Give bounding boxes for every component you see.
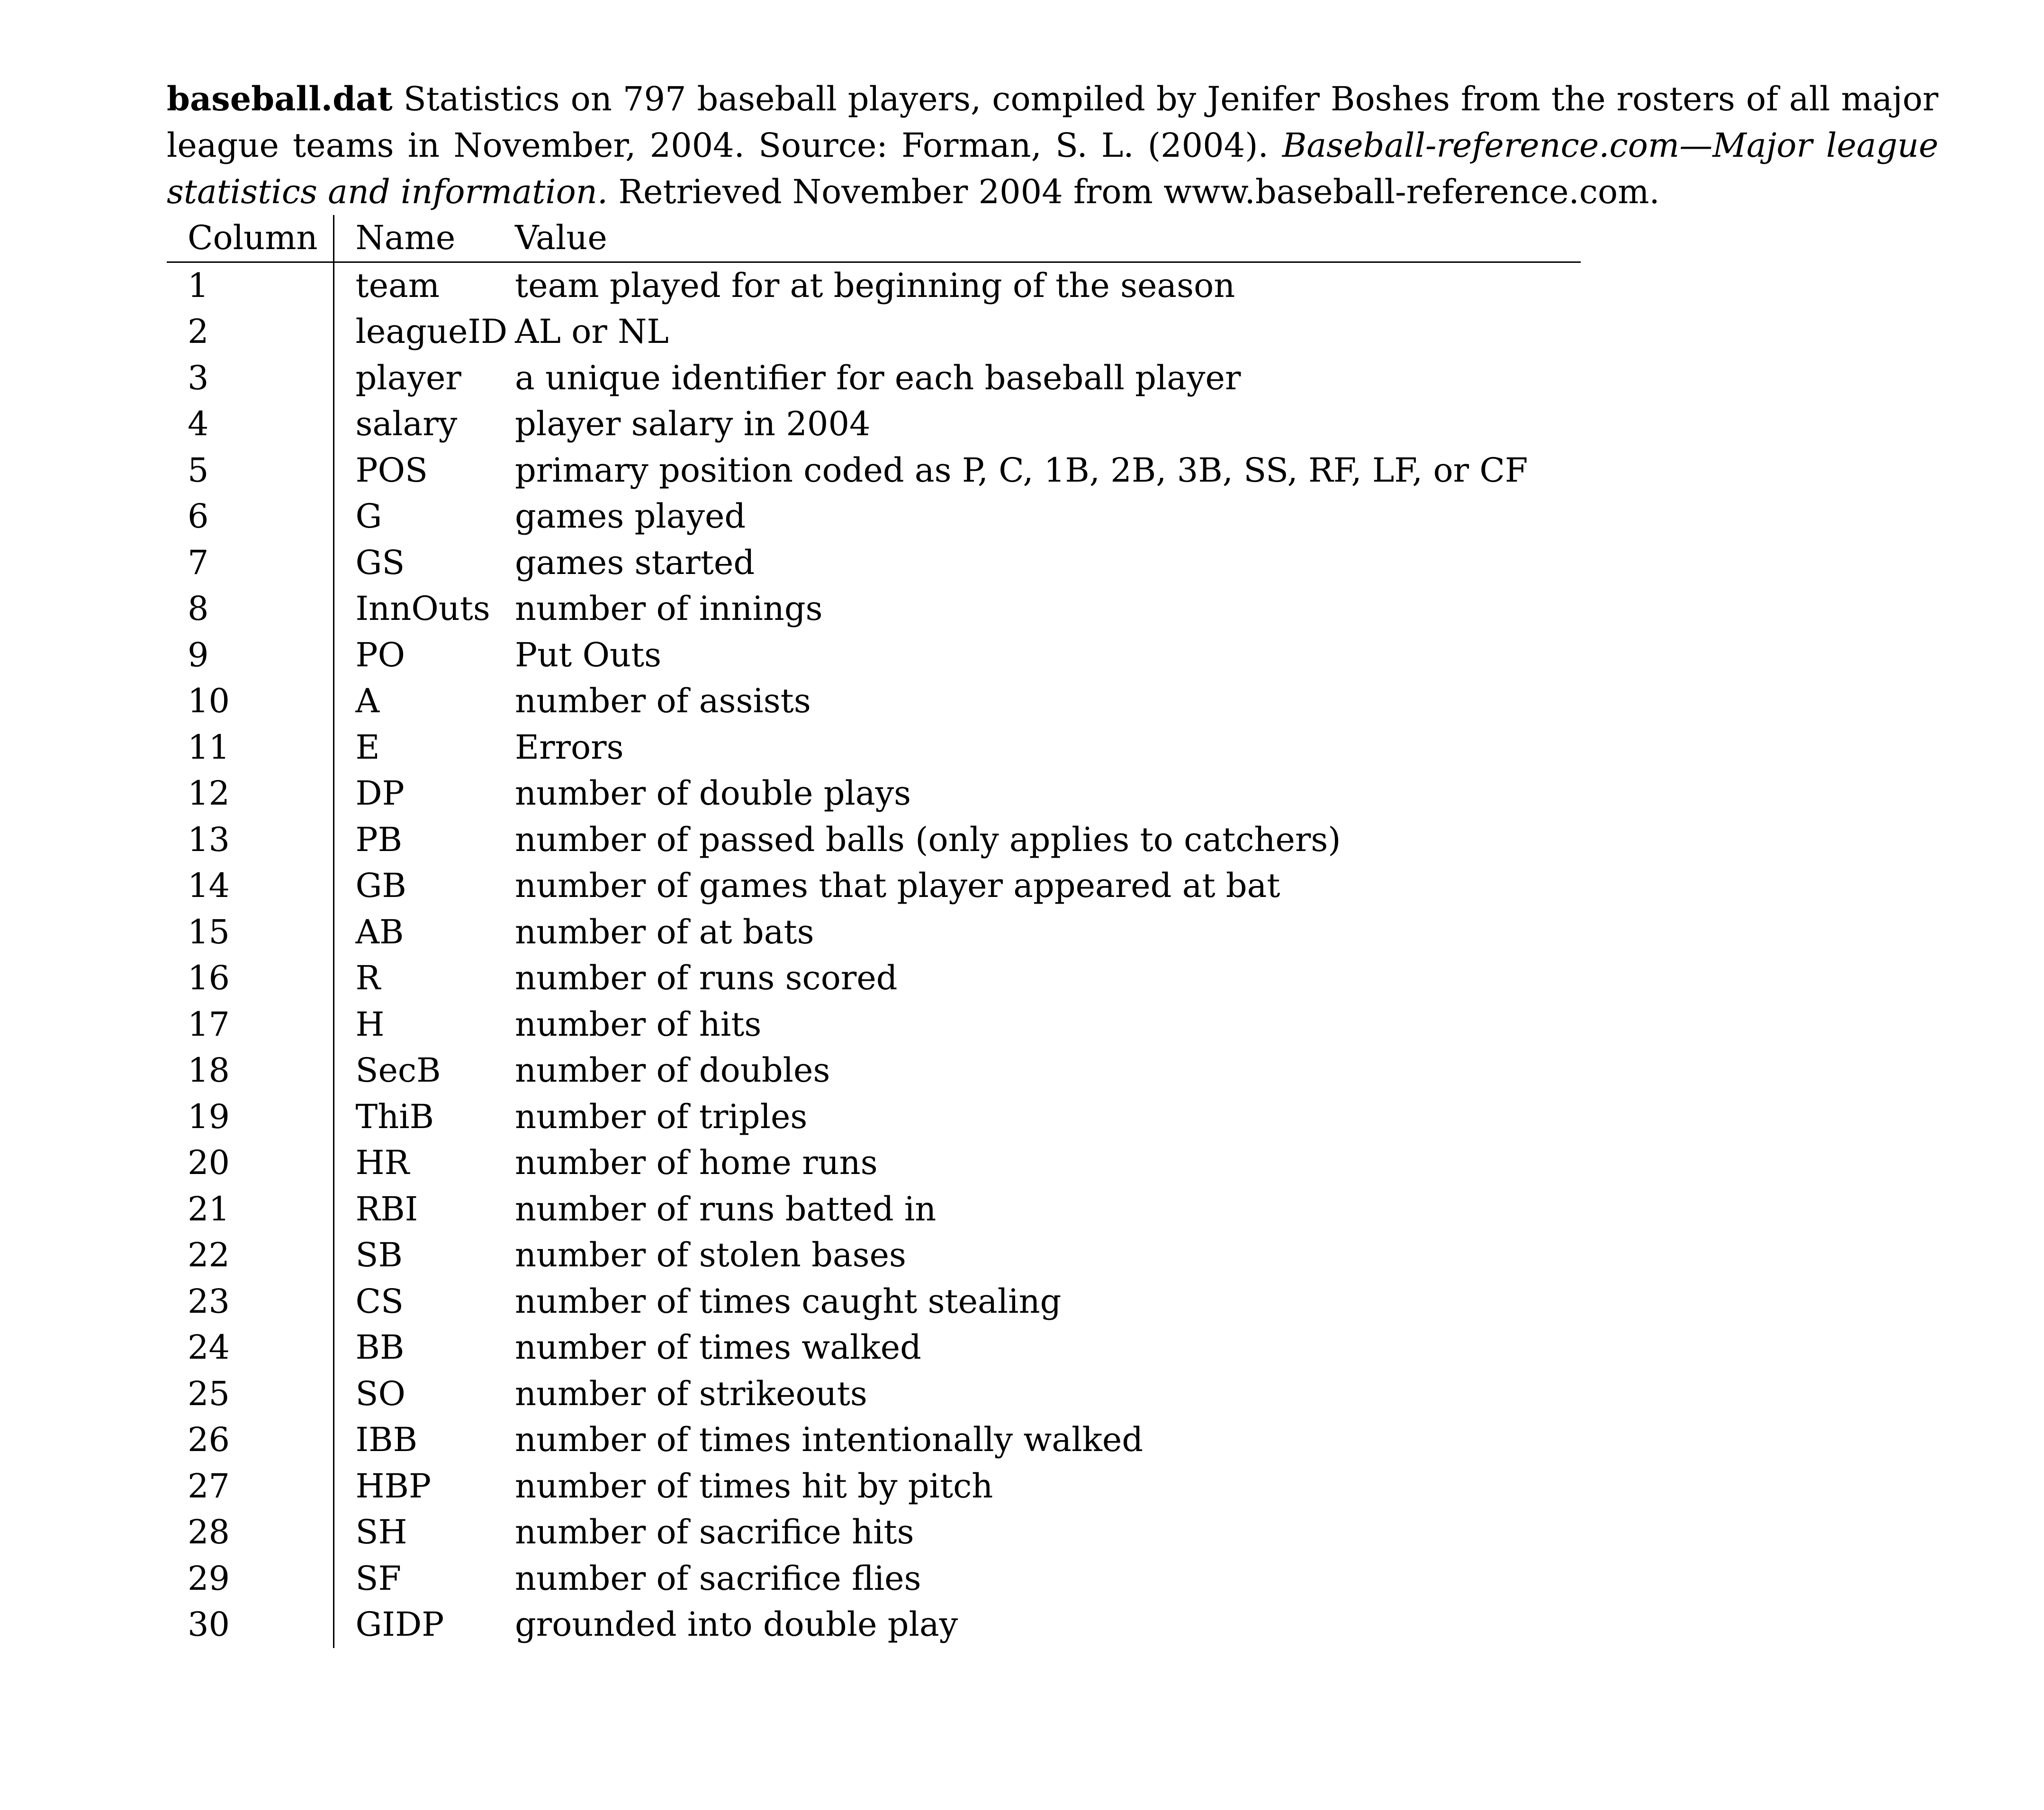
cell-value: number of strikeouts (515, 1374, 867, 1413)
cell-name: PO (355, 635, 405, 674)
table-body (167, 262, 1581, 1648)
cell-column: 6 (167, 493, 333, 540)
cell-value: number of passed balls (only applies to catchers) (515, 820, 1341, 859)
cell-value: number of hits (515, 1004, 762, 1044)
cell-column: 9 (167, 632, 333, 679)
cell-value: a unique identifier for each baseball player (515, 358, 1241, 397)
table-row (167, 448, 1581, 494)
table-row (167, 540, 1581, 586)
table-row (167, 1186, 1581, 1233)
table-row (167, 1279, 1581, 1325)
cell-column: 27 (167, 1463, 333, 1510)
cell-value: number of times intentionally walked (515, 1420, 1144, 1459)
cell-column: 8 (167, 586, 333, 632)
cell-column: 29 (167, 1556, 333, 1602)
cell-column: 13 (167, 817, 333, 863)
table-row (167, 1002, 1581, 1048)
cell-column: 2 (167, 309, 333, 355)
cell-value: team played for at beginning of the season (515, 266, 1235, 305)
header-name: Name (333, 215, 515, 262)
table-row (167, 1602, 1581, 1648)
source-title: Baseball-reference.com—Major league statistics and information. (167, 126, 1939, 211)
cell-column: 25 (167, 1371, 333, 1417)
cell-column: 16 (167, 955, 333, 1002)
cell-name: SO (355, 1374, 405, 1413)
description-text: Statistics on 797 baseball players, compiled by Jenifer Boshes from the rosters of all major league teams in November, 2004. Source: Forman, S. L. (2004). (167, 80, 1938, 165)
cell-column: 3 (167, 355, 333, 402)
table-row (167, 955, 1581, 1002)
cell-value: Put Outs (515, 635, 662, 674)
cell-column: 10 (167, 678, 333, 725)
cell-name: HBP (355, 1466, 432, 1505)
table-row (167, 1325, 1581, 1371)
cell-value: number of runs scored (515, 959, 898, 997)
cell-name: InnOuts (355, 589, 490, 628)
cell-column: 1 (167, 262, 333, 309)
cell-column: 11 (167, 725, 333, 771)
table-row (167, 1556, 1581, 1602)
cell-column: 28 (167, 1509, 333, 1556)
cell-column: 4 (167, 401, 333, 448)
table-row (167, 678, 1581, 725)
table-row (167, 1094, 1581, 1140)
cell-name: GIDP (355, 1605, 444, 1644)
cell-name: DP (355, 774, 405, 813)
document-page (167, 76, 1938, 1648)
cell-column: 7 (167, 540, 333, 586)
cell-name: A (355, 681, 380, 720)
cell-value: primary position coded as P, C, 1B, 2B, 3B, SS, RF, LF, or CF (515, 450, 1528, 490)
cell-name: BB (355, 1328, 405, 1367)
table-row (167, 1417, 1581, 1463)
cell-name: SF (355, 1559, 402, 1598)
cell-value: number of times caught stealing (515, 1281, 1062, 1321)
cell-name: H (355, 1004, 385, 1044)
cell-column: 12 (167, 771, 333, 817)
table-row (167, 1509, 1581, 1556)
cell-value: AL or NL (515, 312, 669, 351)
cell-value: number of double plays (515, 774, 911, 813)
cell-column: 21 (167, 1186, 333, 1233)
cell-value: number of stolen bases (515, 1236, 906, 1274)
cell-name: team (355, 266, 440, 305)
cell-value: games started (515, 543, 755, 582)
cell-name: PB (355, 820, 403, 859)
cell-value: number of times hit by pitch (515, 1466, 993, 1505)
cell-name: leagueID (355, 312, 508, 351)
cell-name: SH (355, 1513, 407, 1551)
header-value: Value (515, 215, 1581, 262)
cell-value: number of doubles (515, 1051, 830, 1090)
cell-name: IBB (355, 1420, 418, 1459)
cell-name: GB (355, 866, 406, 905)
cell-column: 22 (167, 1232, 333, 1279)
table-row (167, 632, 1581, 679)
cell-name: POS (355, 450, 428, 490)
table-row (167, 401, 1581, 448)
cell-value: number of assists (515, 681, 811, 720)
cell-column: 23 (167, 1279, 333, 1325)
table-row (167, 1371, 1581, 1417)
cell-column: 14 (167, 863, 333, 909)
table-row (167, 1048, 1581, 1094)
cell-value: Errors (515, 727, 624, 767)
table-row (167, 817, 1581, 863)
cell-column: 30 (167, 1602, 333, 1648)
cell-column: 15 (167, 909, 333, 956)
cell-value: number of sacrifice hits (515, 1513, 914, 1551)
table-row (167, 909, 1581, 956)
table-row (167, 309, 1581, 355)
table-row (167, 493, 1581, 540)
cell-value: number of home runs (515, 1143, 878, 1182)
cell-value: number of triples (515, 1097, 808, 1136)
cell-name: G (355, 497, 382, 536)
cell-name: player (355, 358, 461, 397)
table-row (167, 355, 1581, 402)
cell-name: E (355, 727, 380, 767)
cell-name: HR (355, 1143, 410, 1182)
cell-name: CS (355, 1281, 404, 1321)
cell-value: number of games that player appeared at bat (515, 866, 1280, 905)
cell-column: 17 (167, 1002, 333, 1048)
table-header-row (167, 215, 1581, 262)
cell-name: ThiB (355, 1097, 434, 1136)
cell-value: games played (515, 497, 746, 536)
cell-value: player salary in 2004 (515, 404, 871, 443)
dataset-description (167, 76, 1938, 215)
cell-name: RBI (355, 1189, 418, 1228)
table-row (167, 1463, 1581, 1510)
cell-value: number of innings (515, 589, 823, 628)
cell-name: SecB (355, 1051, 441, 1090)
header-column: Column (167, 215, 333, 262)
dataset-filename: baseball.dat (167, 79, 393, 118)
cell-value: number of at bats (515, 912, 814, 951)
cell-column: 24 (167, 1325, 333, 1371)
cell-name: AB (355, 912, 404, 951)
table-row (167, 771, 1581, 817)
table-row (167, 586, 1581, 632)
cell-value: grounded into double play (515, 1605, 958, 1644)
cell-column: 19 (167, 1094, 333, 1140)
cell-value: number of runs batted in (515, 1189, 936, 1228)
table-row (167, 1232, 1581, 1279)
cell-name: GS (355, 543, 405, 582)
cell-column: 18 (167, 1048, 333, 1094)
table-row (167, 725, 1581, 771)
table-row (167, 1140, 1581, 1186)
cell-column: 5 (167, 448, 333, 494)
cell-name: salary (355, 404, 458, 443)
column-definitions-table (167, 215, 1581, 1648)
cell-name: SB (355, 1236, 403, 1274)
table-row (167, 863, 1581, 909)
cell-column: 20 (167, 1140, 333, 1186)
cell-value: number of sacrifice flies (515, 1559, 921, 1598)
table-row (167, 262, 1581, 309)
retrieval-text: Retrieved November 2004 from www.baseball-reference.com. (608, 172, 1660, 211)
cell-column: 26 (167, 1417, 333, 1463)
cell-name: R (355, 959, 381, 997)
cell-value: number of times walked (515, 1328, 921, 1367)
